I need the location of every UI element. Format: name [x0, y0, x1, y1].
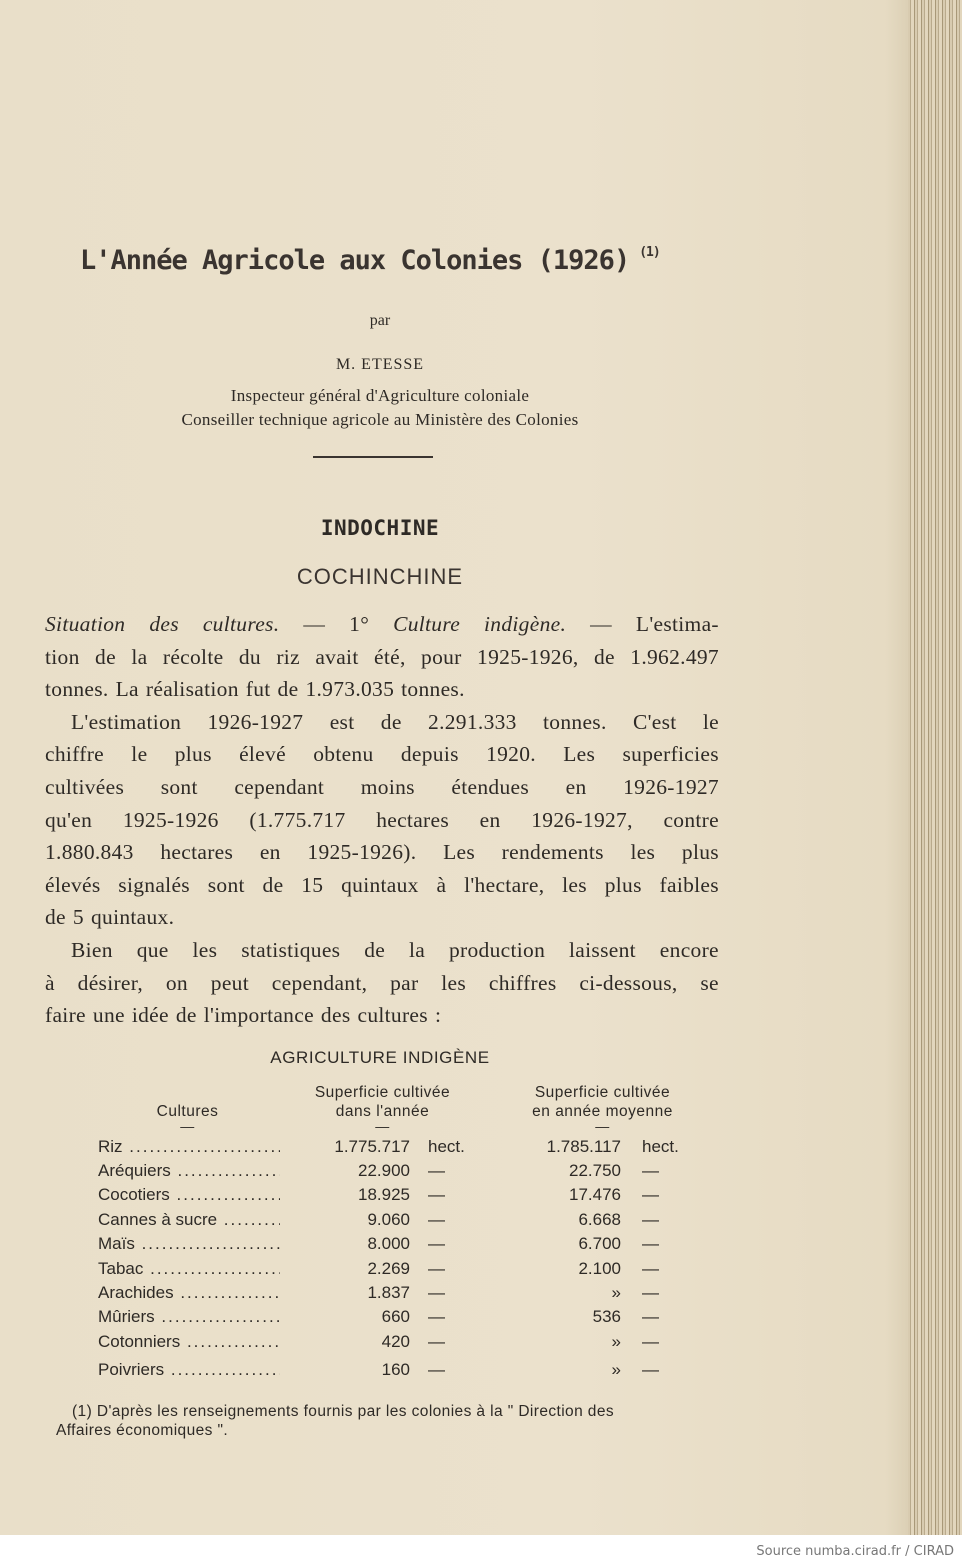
unit-cell: — [428, 1210, 445, 1229]
header-dash: — [180, 1118, 195, 1134]
word: Culture [393, 612, 461, 636]
header-text: Superficie cultivée [534, 1084, 671, 1101]
word: qu'en [45, 807, 93, 832]
text-line [45, 901, 719, 934]
word: contre [663, 807, 719, 832]
text-line [45, 738, 719, 771]
unit-cell: — [642, 1259, 659, 1278]
word: obtenu [313, 742, 374, 767]
word: Bien [71, 937, 113, 962]
word: 15 [301, 872, 324, 897]
culture-cell: Riz ..... [98, 1137, 280, 1157]
word: l'importance [203, 1003, 314, 1028]
word: Situation [45, 612, 126, 636]
table-row [98, 1360, 678, 1385]
word: élevé [239, 742, 286, 767]
annee-cell: 160 [381, 1360, 410, 1379]
unit-cell: — [642, 1210, 659, 1229]
word: L'estimation [71, 709, 182, 734]
article-title [80, 245, 660, 276]
word: tonnes. [401, 677, 465, 702]
word: quintaux. [90, 905, 175, 930]
word: cependant [234, 774, 325, 799]
moyenne-cell: » [611, 1360, 621, 1379]
word: 1.973.035 [305, 677, 395, 702]
word: la [409, 937, 426, 962]
word: que [136, 937, 169, 962]
word: du [238, 644, 261, 669]
unit-cell: — [642, 1283, 659, 1302]
annee-cell: 1.775.717 [334, 1137, 410, 1156]
word: été, [374, 644, 406, 669]
text-line [45, 608, 719, 641]
word: sont [207, 872, 245, 897]
word: signalés [118, 872, 190, 897]
source-credit: Source numba.cirad.fr / CIRAD [756, 1544, 954, 1559]
col-header-cultures [110, 1102, 265, 1134]
word: riz [276, 644, 300, 669]
moyenne-cell: 22.750 [569, 1161, 621, 1180]
footnote-line: (1) D'après les renseignements fournis par les colonies à la " Direction des [72, 1403, 614, 1420]
word: 1925-1926, [477, 644, 579, 669]
word: plus [681, 840, 719, 865]
word: désirer, [77, 970, 144, 995]
unit-cell: — [428, 1185, 445, 1204]
subsection-heading: COCHINCHINE [296, 564, 464, 589]
culture-cell: Mûriers ..... [98, 1307, 280, 1327]
word: pour [421, 644, 462, 669]
annee-cell: 2.269 [367, 1259, 410, 1278]
word: chiffre [45, 742, 104, 767]
word: ci-dessous, [579, 970, 678, 995]
table-row [98, 1234, 678, 1259]
unit-cell: — [428, 1259, 445, 1278]
unit-cell: — [428, 1332, 445, 1351]
unit-cell: — [642, 1161, 659, 1180]
word: 1926-1927, [531, 807, 633, 832]
table-row [98, 1185, 678, 1210]
word: à [45, 970, 55, 995]
word: cultures. [202, 612, 280, 636]
word: l'hectare, [464, 872, 545, 897]
word: tonnes. [543, 709, 607, 734]
annee-cell: 1.837 [367, 1283, 410, 1302]
section-heading: INDOCHINE [320, 516, 440, 540]
word: de [45, 905, 66, 930]
word: superficies [622, 742, 719, 767]
word: fut [245, 677, 271, 702]
text-line [45, 804, 719, 837]
unit-cell: — [642, 1185, 659, 1204]
annee-cell: 18.925 [358, 1185, 410, 1204]
annee-cell: 9.060 [367, 1210, 410, 1229]
word: idée [131, 1003, 169, 1028]
culture-cell: Poivriers ..... [98, 1360, 280, 1380]
word: est [329, 709, 355, 734]
text-line [45, 836, 719, 869]
word: production [449, 937, 546, 962]
word: — [590, 612, 612, 636]
word: de [593, 644, 615, 669]
word: (1.775.717 [249, 807, 346, 832]
moyenne-cell: 6.668 [578, 1210, 621, 1229]
header-dash: — [375, 1118, 390, 1134]
unit-cell: hect. [428, 1137, 465, 1156]
header-text: dans l'année [335, 1103, 430, 1120]
word: une [92, 1003, 125, 1028]
word: en [565, 774, 587, 799]
unit-cell: hect. [642, 1137, 679, 1156]
title-text: L'Année Agricole aux Colonies (1926) [80, 245, 630, 276]
word: Les [563, 742, 596, 767]
unit-cell: — [642, 1360, 659, 1379]
culture-cell: Maïs ..... [98, 1234, 280, 1254]
word: des [320, 1003, 351, 1028]
footnote-line: Affaires économiques ". [56, 1422, 229, 1439]
moyenne-cell: 536 [592, 1307, 621, 1326]
table-row [98, 1307, 678, 1332]
word: étendues [451, 774, 530, 799]
text-line [45, 869, 719, 902]
divider [313, 456, 433, 458]
table-title: AGRICULTURE INDIGÈNE [270, 1048, 490, 1067]
culture-cell: Cocotiers ..... [98, 1185, 280, 1205]
word: La [115, 677, 139, 702]
word: tion [45, 644, 80, 669]
word: de [380, 709, 402, 734]
word: par [390, 970, 419, 995]
word: sont [160, 774, 198, 799]
word: Les [443, 840, 476, 865]
word: réalisation [145, 677, 239, 702]
word: des [149, 612, 179, 636]
text-line [45, 999, 719, 1032]
unit-cell: — [642, 1332, 659, 1351]
word: les [441, 970, 467, 995]
word: de [364, 937, 386, 962]
header-dash: — [595, 1118, 610, 1134]
col-header-moyenne [505, 1083, 700, 1134]
word: depuis [400, 742, 459, 767]
culture-cell: Cotonniers ..... [98, 1332, 280, 1352]
word: — [303, 612, 326, 636]
word: 2.291.333 [428, 709, 517, 734]
page-edges [908, 0, 962, 1535]
word: hectares [160, 840, 234, 865]
word: de [277, 677, 299, 702]
word: en [259, 840, 281, 865]
word: faibles [659, 872, 719, 897]
word: se [700, 970, 719, 995]
word: les [630, 840, 656, 865]
word: 5 [72, 905, 84, 930]
culture-cell: Cannes à sucre ..... [98, 1210, 280, 1230]
unit-cell: — [428, 1360, 445, 1379]
word: élevés [45, 872, 101, 897]
text-line [45, 706, 719, 739]
word: la [131, 644, 148, 669]
author-role-1: Inspecteur général d'Agriculture coloniale [230, 386, 530, 405]
unit-cell: — [428, 1234, 445, 1253]
word: indigène. [484, 612, 567, 636]
word: de [262, 872, 284, 897]
word: les [562, 872, 587, 897]
moyenne-cell: 2.100 [578, 1259, 621, 1278]
culture-cell: Aréquiers ..... [98, 1161, 280, 1181]
word: récolte [162, 644, 224, 669]
word: 1925-1926 [122, 807, 219, 832]
word: quintaux [341, 872, 419, 897]
word: 1926-1927 [207, 709, 304, 734]
text-line [45, 967, 719, 1000]
annee-cell: 660 [381, 1307, 410, 1326]
author-name: M. ETESSE [335, 356, 425, 373]
word: C'est [632, 709, 677, 734]
word: 1925-1926). [307, 840, 417, 865]
word: de [175, 1003, 197, 1028]
table-row [98, 1283, 678, 1308]
word: 1.880.843 [45, 840, 134, 865]
word: cependant, [271, 970, 368, 995]
unit-cell: — [428, 1161, 445, 1180]
word: 1° [349, 612, 370, 636]
table-row [98, 1259, 678, 1284]
word: hectares [376, 807, 450, 832]
moyenne-cell: 17.476 [569, 1185, 621, 1204]
text-line [45, 641, 719, 674]
word: cultivées [45, 774, 125, 799]
word: plus [174, 742, 212, 767]
moyenne-cell: » [611, 1332, 621, 1351]
header-text: Cultures [156, 1103, 219, 1120]
word: le [702, 709, 719, 734]
table-row [98, 1332, 678, 1357]
word: faire [45, 1003, 86, 1028]
word: cultures [357, 1003, 428, 1028]
unit-cell: — [642, 1307, 659, 1326]
culture-cell: Tabac ..... [98, 1259, 280, 1279]
culture-cell: Arachides ..... [98, 1283, 280, 1303]
word: chiffres [488, 970, 557, 995]
annee-cell: 8.000 [367, 1234, 410, 1253]
word: plus [604, 872, 642, 897]
word: 1920. [486, 742, 536, 767]
unit-cell: — [428, 1307, 445, 1326]
word: à [436, 872, 447, 897]
word: statistiques [241, 937, 341, 962]
unit-cell: — [428, 1283, 445, 1302]
table-row [98, 1137, 678, 1162]
word: avait [315, 644, 359, 669]
col-header-annee [290, 1083, 475, 1134]
annee-cell: 420 [381, 1332, 410, 1351]
word: moins [360, 774, 415, 799]
body-text [45, 608, 719, 1032]
table-row [98, 1210, 678, 1235]
word: peut [210, 970, 249, 995]
word: en [479, 807, 501, 832]
word: les [192, 937, 218, 962]
annee-cell: 22.900 [358, 1161, 410, 1180]
word: le [131, 742, 148, 767]
word: tonnes. [45, 677, 109, 702]
text-line [45, 673, 719, 706]
author-role-2: Conseiller technique agricole au Ministère des Colonies [181, 410, 579, 429]
byline-par: par [369, 312, 391, 329]
word: rendements [501, 840, 604, 865]
word: on [165, 970, 188, 995]
word: encore [659, 937, 719, 962]
header-text: en année moyenne [532, 1103, 673, 1120]
title-footnote-ref: (1) [639, 245, 660, 260]
footnote [56, 1402, 728, 1440]
moyenne-cell: 1.785.117 [546, 1137, 621, 1156]
header-text: Superficie cultivée [314, 1084, 451, 1101]
text-line [45, 934, 719, 967]
moyenne-cell: 6.700 [578, 1234, 621, 1253]
word: laissent [569, 937, 636, 962]
word: L'estima- [635, 612, 719, 636]
word: 1926-1927 [623, 774, 719, 799]
moyenne-cell: » [611, 1283, 621, 1302]
word: : [434, 1003, 442, 1028]
word: 1.962.497 [630, 644, 719, 669]
text-line [45, 771, 719, 804]
word: de [95, 644, 116, 669]
table-row [98, 1161, 678, 1186]
unit-cell: — [642, 1234, 659, 1253]
